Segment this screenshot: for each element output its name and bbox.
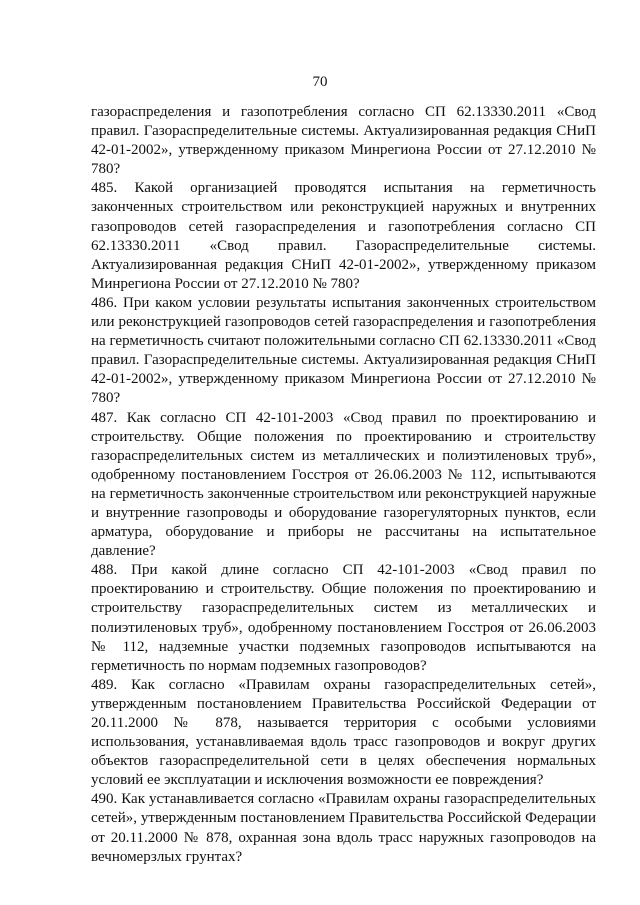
page-number: 70 <box>312 74 328 90</box>
page-body <box>91 103 596 867</box>
question-489: 489. Как согласно «Правилам охраны газораспределительных сетей», утвержденным постановлением Правительства Российской Федерации от 20.11.2000 № 878, называется территория с особыми условиями использования, устанавливаемая вдоль трасс газопроводов и вокруг других объектов газораспределительной сети в целях обеспечения нормальных условий ее эксплуатации и исключения возможности ее повреждения? <box>91 676 596 789</box>
paragraph-continuation: газораспределения и газопотребления согласно СП 62.13330.2011 «Свод правил. Газораспределительные системы. Актуализированная редакция СНиП 42-01-2002», утвержденному приказом Минрегиона России от 27.12.2010 № 780? <box>91 104 596 178</box>
question-486: 486. При каком условии результаты испытания законченных строительством или реконструкцией газопроводов сетей газораспределения и газопотребления на герметичность считают положительными согласно СП 62.13330.2011 «Свод правил. Газораспределительные системы. Актуализированная редакция СНиП 42-01-2002», утвержденному приказом Минрегиона России от 27.12.2010 № 780? <box>91 294 596 407</box>
question-485: 485. Какой организацией проводятся испытания на герметичность законченных строительством или реконструкцией наружных и внутренних газопроводов сетей газораспределения и газопотребления согласно СП 62.13330.2011 «Свод правил. Газораспределительные системы. Актуализированная редакция СНиП 42-01-2002», утвержденному приказом Минрегиона России от 27.12.2010 № 780? <box>91 180 596 292</box>
question-487: 487. Как согласно СП 42-101-2003 «Свод правил по проектированию и строительству. Общие положения по проектированию и строительству газораспределительных систем из металлических и полиэтиленовых труб», одобренному постановлением Госстроя от 26.06.2003 № 112, испытываются на герметичность законченные строительством или реконструкцией наружные и внутренние газопроводы и оборудование газорегуляторных пунктов, если арматура, оборудование и приборы не рассчитаны на испытательное давление? <box>91 409 596 560</box>
question-488: 488. При какой длине согласно СП 42-101-2003 «Свод правил по проектированию и строительству. Общие положения по проектированию и строительству газораспределительных систем из металлических и полиэтиленовых труб», одобренному постановлением Госстроя от 26.06.2003 № 112, надземные участки подземных газопроводов испытываются на герметичность по нормам подземных газопроводов? <box>91 562 596 674</box>
question-490: 490. Как устанавливается согласно «Правилам охраны газораспределительных сетей», утвержденным постановлением Правительства Российской Федерации от 20.11.2000 № 878, охранная зона вдоль трасс наружных газопроводов на вечномерзлых грунтах? <box>91 791 596 865</box>
